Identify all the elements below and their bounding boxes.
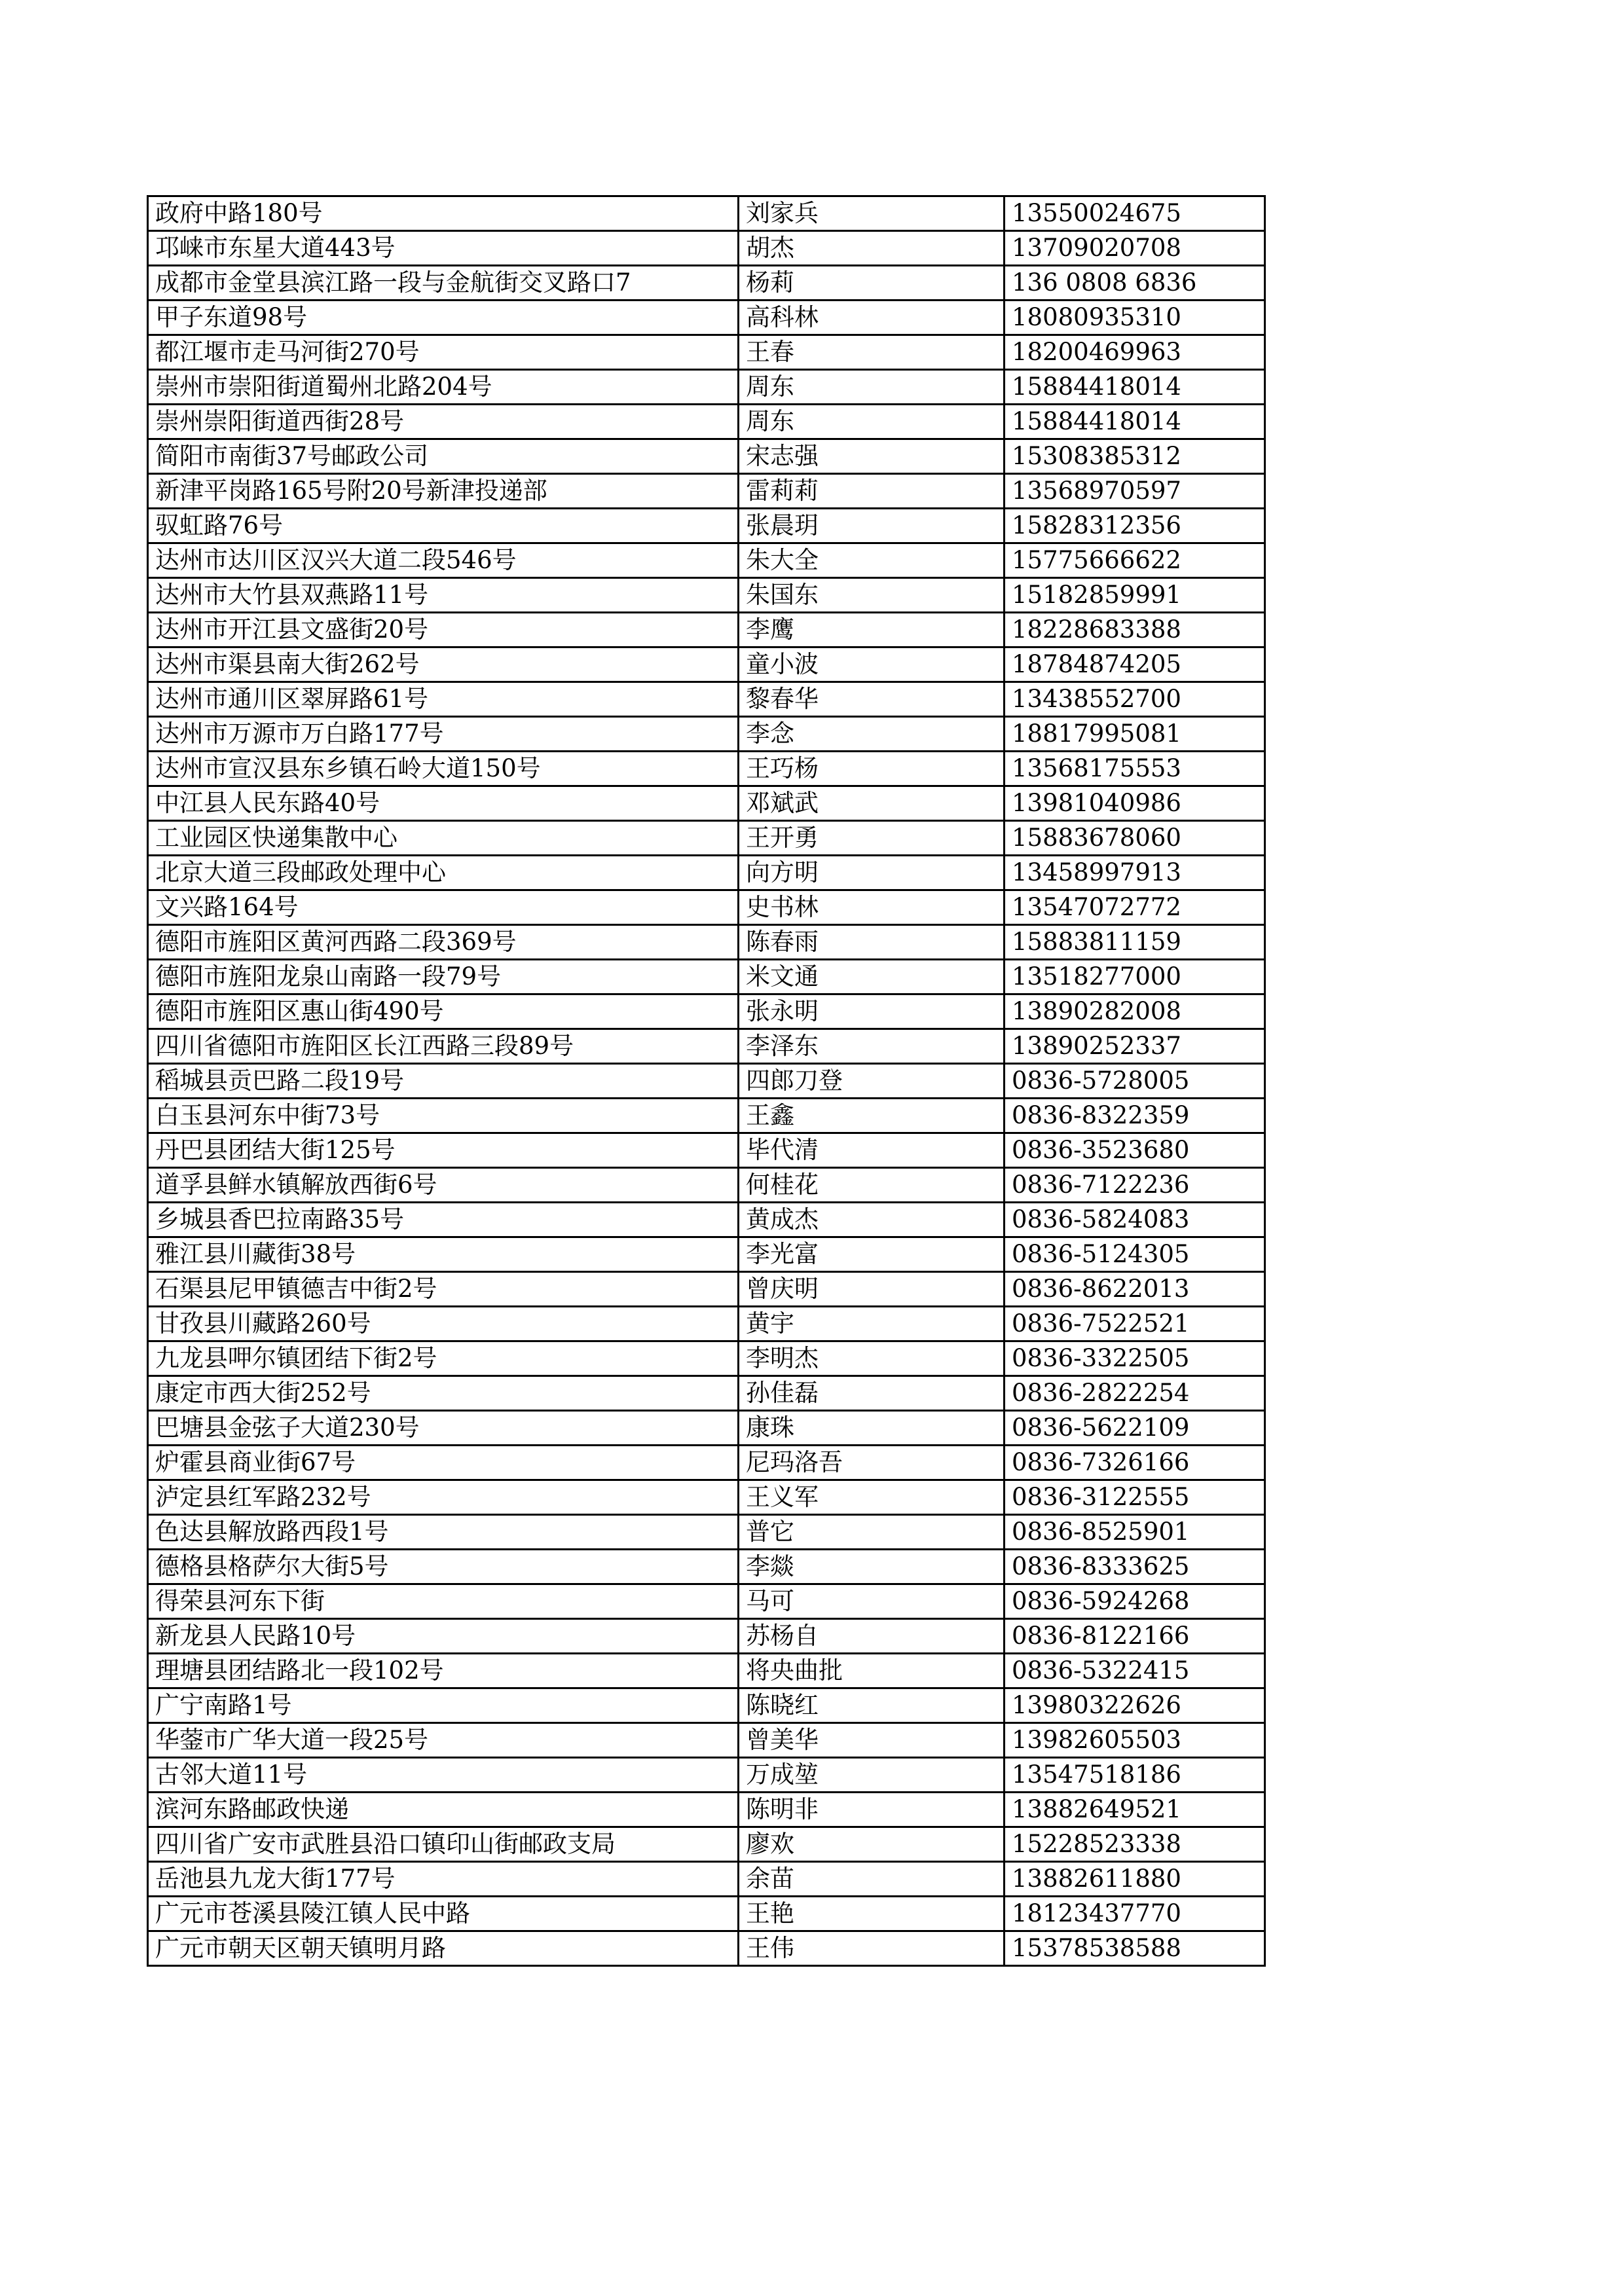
- phone-cell: 0836-5824083: [1005, 1203, 1265, 1237]
- address-cell: 成都市金堂县滨江路一段与金航街交叉路口7: [148, 266, 739, 301]
- address-cell: 色达县解放路西段1号: [148, 1515, 739, 1550]
- table-row: [148, 1203, 1265, 1237]
- phone-cell: 15884418014: [1005, 370, 1265, 405]
- table-row: [148, 509, 1265, 543]
- contact-cell: 曾庆明: [739, 1272, 1005, 1307]
- phone-cell: 0836-8122166: [1005, 1619, 1265, 1654]
- contact-cell: 胡杰: [739, 231, 1005, 266]
- contact-cell: 孙佳磊: [739, 1376, 1005, 1411]
- contact-cell: 周东: [739, 405, 1005, 439]
- phone-cell: 0836-5124305: [1005, 1237, 1265, 1272]
- contact-cell: 普它: [739, 1515, 1005, 1550]
- phone-cell: 0836-8622013: [1005, 1272, 1265, 1307]
- contact-cell: 陈晓红: [739, 1688, 1005, 1723]
- contact-cell: 四郎刀登: [739, 1064, 1005, 1099]
- phone-cell: 13982605503: [1005, 1723, 1265, 1758]
- phone-cell: 15883678060: [1005, 821, 1265, 856]
- phone-cell: 18080935310: [1005, 301, 1265, 335]
- contact-cell: 周东: [739, 370, 1005, 405]
- phone-cell: 13518277000: [1005, 960, 1265, 994]
- address-cell: 康定市西大街252号: [148, 1376, 739, 1411]
- address-cell: 达州市渠县南大街262号: [148, 647, 739, 682]
- table-row: [148, 301, 1265, 335]
- contact-cell: 毕代清: [739, 1133, 1005, 1168]
- contact-cell: 万成堃: [739, 1758, 1005, 1793]
- contact-cell: 李泽东: [739, 1029, 1005, 1064]
- phone-cell: 18784874205: [1005, 647, 1265, 682]
- phone-cell: 0836-5728005: [1005, 1064, 1265, 1099]
- contact-cell: 曾美华: [739, 1723, 1005, 1758]
- table-row: [148, 856, 1265, 890]
- contact-cell: 史书林: [739, 890, 1005, 925]
- phone-cell: 0836-5924268: [1005, 1584, 1265, 1619]
- address-cell: 达州市通川区翠屏路61号: [148, 682, 739, 717]
- contact-cell: 康珠: [739, 1411, 1005, 1446]
- phone-cell: 0836-5622109: [1005, 1411, 1265, 1446]
- phone-cell: 13547518186: [1005, 1758, 1265, 1793]
- phone-cell: 18228683388: [1005, 613, 1265, 647]
- table-row: [148, 439, 1265, 474]
- phone-cell: 0836-7522521: [1005, 1307, 1265, 1341]
- contact-cell: 王开勇: [739, 821, 1005, 856]
- table-row: [148, 1446, 1265, 1480]
- table-row: [148, 960, 1265, 994]
- address-cell: 四川省德阳市旌阳区长江西路三段89号: [148, 1029, 739, 1064]
- phone-cell: 13890282008: [1005, 994, 1265, 1029]
- contact-cell: 黎春华: [739, 682, 1005, 717]
- table-row: [148, 1827, 1265, 1862]
- address-cell: 巴塘县金弦子大道230号: [148, 1411, 739, 1446]
- phone-cell: 0836-8322359: [1005, 1099, 1265, 1133]
- table-row: [148, 1515, 1265, 1550]
- contact-cell: 何桂花: [739, 1168, 1005, 1203]
- phone-cell: 18817995081: [1005, 717, 1265, 752]
- address-cell: 中江县人民东路40号: [148, 786, 739, 821]
- table-row: [148, 647, 1265, 682]
- address-cell: 崇州崇阳街道西街28号: [148, 405, 739, 439]
- table-row: [148, 1931, 1265, 1966]
- address-cell: 雅江县川藏街38号: [148, 1237, 739, 1272]
- table-row: [148, 682, 1265, 717]
- phone-cell: 13980322626: [1005, 1688, 1265, 1723]
- address-cell: 道孚县鲜水镇解放西街6号: [148, 1168, 739, 1203]
- contact-cell: 陈明非: [739, 1793, 1005, 1827]
- table-row: [148, 752, 1265, 786]
- contact-cell: 邓斌武: [739, 786, 1005, 821]
- table-row: [148, 231, 1265, 266]
- contact-cell: 李光富: [739, 1237, 1005, 1272]
- address-cell: 广元市朝天区朝天镇明月路: [148, 1931, 739, 1966]
- table-row: [148, 1654, 1265, 1688]
- address-cell: 北京大道三段邮政处理中心: [148, 856, 739, 890]
- address-cell: 文兴路164号: [148, 890, 739, 925]
- contact-cell: 张晨玥: [739, 509, 1005, 543]
- contact-cell: 宋志强: [739, 439, 1005, 474]
- contact-cell: 米文通: [739, 960, 1005, 994]
- table-row: [148, 994, 1265, 1029]
- contact-cell: 王义军: [739, 1480, 1005, 1515]
- address-cell: 甘孜县川藏路260号: [148, 1307, 739, 1341]
- contact-cell: 陈春雨: [739, 925, 1005, 960]
- table-row: [148, 1619, 1265, 1654]
- contact-cell: 马可: [739, 1584, 1005, 1619]
- address-cell: 炉霍县商业街67号: [148, 1446, 739, 1480]
- address-cell: 简阳市南街37号邮政公司: [148, 439, 739, 474]
- address-cell: 九龙县呷尔镇团结下街2号: [148, 1341, 739, 1376]
- contact-cell: 王伟: [739, 1931, 1005, 1966]
- address-cell: 白玉县河东中街73号: [148, 1099, 739, 1133]
- contact-cell: 苏杨自: [739, 1619, 1005, 1654]
- contact-cell: 雷莉莉: [739, 474, 1005, 509]
- contact-cell: 廖欢: [739, 1827, 1005, 1862]
- phone-cell: 0836-8333625: [1005, 1550, 1265, 1584]
- address-cell: 石渠县尼甲镇德吉中街2号: [148, 1272, 739, 1307]
- table-row: [148, 578, 1265, 613]
- table-row: [148, 1550, 1265, 1584]
- address-cell: 达州市开江县文盛街20号: [148, 613, 739, 647]
- address-cell: 古邻大道11号: [148, 1758, 739, 1793]
- phone-cell: 18200469963: [1005, 335, 1265, 370]
- contact-cell: 高科林: [739, 301, 1005, 335]
- table-row: [148, 1029, 1265, 1064]
- contact-cell: 李念: [739, 717, 1005, 752]
- contact-cell: 朱大全: [739, 543, 1005, 578]
- table-row: [148, 474, 1265, 509]
- phone-cell: 13882611880: [1005, 1862, 1265, 1897]
- contact-cell: 李燚: [739, 1550, 1005, 1584]
- table-row: [148, 1723, 1265, 1758]
- address-cell: 德格县格萨尔大街5号: [148, 1550, 739, 1584]
- table-row: [148, 1168, 1265, 1203]
- contact-cell: 朱国东: [739, 578, 1005, 613]
- phone-cell: 15884418014: [1005, 405, 1265, 439]
- address-cell: 德阳市旌阳龙泉山南路一段79号: [148, 960, 739, 994]
- phone-cell: 13550024675: [1005, 196, 1265, 231]
- phone-cell: 15308385312: [1005, 439, 1265, 474]
- contact-cell: 刘家兵: [739, 196, 1005, 231]
- table-row: [148, 1341, 1265, 1376]
- phone-cell: 13438552700: [1005, 682, 1265, 717]
- address-cell: 广宁南路1号: [148, 1688, 739, 1723]
- address-cell: 岳池县九龙大街177号: [148, 1862, 739, 1897]
- phone-cell: 0836-3122555: [1005, 1480, 1265, 1515]
- address-cell: 新津平岗路165号附20号新津投递部: [148, 474, 739, 509]
- address-cell: 得荣县河东下街: [148, 1584, 739, 1619]
- table-row: [148, 890, 1265, 925]
- contact-cell: 余苗: [739, 1862, 1005, 1897]
- table-row: [148, 786, 1265, 821]
- table-row: [148, 1307, 1265, 1341]
- contact-cell: 李明杰: [739, 1341, 1005, 1376]
- table-row: [148, 1688, 1265, 1723]
- address-cell: 稻城县贡巴路二段19号: [148, 1064, 739, 1099]
- address-cell: 泸定县红军路232号: [148, 1480, 739, 1515]
- phone-cell: 13568970597: [1005, 474, 1265, 509]
- contact-cell: 杨莉: [739, 266, 1005, 301]
- address-cell: 广元市苍溪县陵江镇人民中路: [148, 1897, 739, 1931]
- phone-cell: 15378538588: [1005, 1931, 1265, 1966]
- phone-cell: 18123437770: [1005, 1897, 1265, 1931]
- phone-cell: 13547072772: [1005, 890, 1265, 925]
- contact-cell: 王鑫: [739, 1099, 1005, 1133]
- table-row: [148, 1099, 1265, 1133]
- contact-cell: 王艳: [739, 1897, 1005, 1931]
- address-cell: 政府中路180号: [148, 196, 739, 231]
- contact-cell: 将央曲批: [739, 1654, 1005, 1688]
- table-row: [148, 543, 1265, 578]
- contact-cell: 黄宇: [739, 1307, 1005, 1341]
- phone-cell: 15775666622: [1005, 543, 1265, 578]
- phone-cell: 15228523338: [1005, 1827, 1265, 1862]
- table-row: [148, 266, 1265, 301]
- table-row: [148, 370, 1265, 405]
- contact-cell: 张永明: [739, 994, 1005, 1029]
- phone-cell: 13890252337: [1005, 1029, 1265, 1064]
- contact-cell: 黄成杰: [739, 1203, 1005, 1237]
- address-cell: 理塘县团结路北一段102号: [148, 1654, 739, 1688]
- address-cell: 达州市达川区汉兴大道二段546号: [148, 543, 739, 578]
- address-cell: 工业园区快递集散中心: [148, 821, 739, 856]
- address-cell: 达州市万源市万白路177号: [148, 717, 739, 752]
- address-table-body: [148, 196, 1265, 1966]
- address-cell: 德阳市旌阳区惠山街490号: [148, 994, 739, 1029]
- table-row: [148, 1133, 1265, 1168]
- address-cell: 德阳市旌阳区黄河西路二段369号: [148, 925, 739, 960]
- contact-cell: 李鹰: [739, 613, 1005, 647]
- contact-cell: 尼玛洛吾: [739, 1446, 1005, 1480]
- phone-cell: 136 0808 6836: [1005, 266, 1265, 301]
- table-row: [148, 1237, 1265, 1272]
- phone-cell: 0836-5322415: [1005, 1654, 1265, 1688]
- table-row: [148, 1897, 1265, 1931]
- phone-cell: 15182859991: [1005, 578, 1265, 613]
- table-row: [148, 1480, 1265, 1515]
- table-row: [148, 821, 1265, 856]
- address-cell: 都江堰市走马河街270号: [148, 335, 739, 370]
- phone-cell: 0836-7122236: [1005, 1168, 1265, 1203]
- address-cell: 华蓥市广华大道一段25号: [148, 1723, 739, 1758]
- table-row: [148, 925, 1265, 960]
- address-cell: 四川省广安市武胜县沿口镇印山街邮政支局: [148, 1827, 739, 1862]
- table-row: [148, 335, 1265, 370]
- address-table: [147, 195, 1266, 1967]
- address-cell: 滨河东路邮政快递: [148, 1793, 739, 1827]
- phone-cell: 15828312356: [1005, 509, 1265, 543]
- phone-cell: 0836-3322505: [1005, 1341, 1265, 1376]
- phone-cell: 0836-7326166: [1005, 1446, 1265, 1480]
- address-cell: 驭虹路76号: [148, 509, 739, 543]
- address-cell: 乡城县香巴拉南路35号: [148, 1203, 739, 1237]
- table-row: [148, 1862, 1265, 1897]
- table-row: [148, 613, 1265, 647]
- table-row: [148, 1793, 1265, 1827]
- address-cell: 新龙县人民路10号: [148, 1619, 739, 1654]
- table-row: [148, 1584, 1265, 1619]
- phone-cell: 13458997913: [1005, 856, 1265, 890]
- address-cell: 邛崃市东星大道443号: [148, 231, 739, 266]
- table-row: [148, 717, 1265, 752]
- contact-cell: 童小波: [739, 647, 1005, 682]
- phone-cell: 13709020708: [1005, 231, 1265, 266]
- contact-cell: 向方明: [739, 856, 1005, 890]
- address-cell: 崇州市崇阳街道蜀州北路204号: [148, 370, 739, 405]
- phone-cell: 0836-3523680: [1005, 1133, 1265, 1168]
- phone-cell: 13568175553: [1005, 752, 1265, 786]
- table-row: [148, 196, 1265, 231]
- table-row: [148, 1064, 1265, 1099]
- address-cell: 甲子东道98号: [148, 301, 739, 335]
- address-cell: 达州市大竹县双燕路11号: [148, 578, 739, 613]
- contact-cell: 王春: [739, 335, 1005, 370]
- table-row: [148, 405, 1265, 439]
- phone-cell: 0836-8525901: [1005, 1515, 1265, 1550]
- address-cell: 丹巴县团结大街125号: [148, 1133, 739, 1168]
- table-row: [148, 1758, 1265, 1793]
- table-row: [148, 1272, 1265, 1307]
- phone-cell: 15883811159: [1005, 925, 1265, 960]
- address-cell: 达州市宣汉县东乡镇石岭大道150号: [148, 752, 739, 786]
- phone-cell: 13981040986: [1005, 786, 1265, 821]
- table-row: [148, 1411, 1265, 1446]
- phone-cell: 13882649521: [1005, 1793, 1265, 1827]
- contact-cell: 王巧杨: [739, 752, 1005, 786]
- table-row: [148, 1376, 1265, 1411]
- phone-cell: 0836-2822254: [1005, 1376, 1265, 1411]
